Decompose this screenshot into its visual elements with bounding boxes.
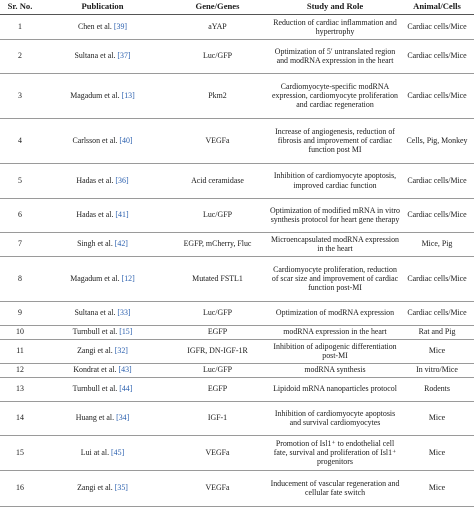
cell-publication (40, 73, 165, 118)
cell-gene-text: EGFP, mCherry, Fluc (183, 239, 252, 249)
cell-sr-no-text: 14 (16, 413, 24, 423)
cell-publication (40, 301, 165, 325)
cell-sr-no (0, 301, 40, 325)
cell-animal (400, 339, 474, 363)
cell-animal (400, 118, 474, 163)
cell-gene (165, 363, 270, 377)
cell-animal (400, 39, 474, 73)
table-row (0, 73, 474, 119)
cell-publication (40, 198, 165, 232)
citation-link[interactable]: [41] (115, 210, 129, 220)
author-name: Singh et al. (77, 239, 113, 249)
cell-animal-text: Cardiac cells/Mice (407, 175, 467, 185)
citation-link[interactable]: [36] (115, 175, 129, 185)
cell-gene-text: EGFP (207, 327, 228, 337)
cell-study-text: Optimization of modRNA expression (275, 308, 395, 318)
citation-link[interactable]: [37] (117, 51, 131, 61)
citation-link[interactable]: [12] (121, 273, 135, 283)
cell-animal-text: Rodents (424, 384, 450, 394)
cell-sr-no-text: 12 (16, 365, 24, 375)
cell-study (270, 73, 400, 118)
cell-animal-text: Cardiac cells/Mice (407, 90, 467, 100)
cell-publication (40, 118, 165, 163)
cell-gene (165, 339, 270, 363)
table-row (0, 363, 474, 378)
cell-study-text: Reduction of cardiac inflammation and hypertrophy (273, 17, 397, 36)
cell-gene (165, 118, 270, 163)
citation-link[interactable]: [33] (117, 308, 131, 318)
cell-animal (400, 363, 474, 377)
cell-gene-text: Luc/GFP (203, 365, 232, 375)
author-name: Lui at al. (80, 447, 110, 457)
cell-publication (40, 339, 165, 363)
cell-sr-no-text: 1 (18, 22, 22, 32)
cell-gene-text: VEGFa (205, 483, 230, 493)
cell-animal-text: In vitro/Mice (416, 365, 458, 375)
author-name: Huang et al. (75, 413, 115, 423)
author-name: Turnbull et al. (72, 384, 118, 394)
table-row (0, 163, 474, 199)
cell-study-text: modRNA expression in the heart (283, 327, 387, 337)
cell-study (270, 339, 400, 363)
cell-gene (165, 435, 270, 470)
cell-gene-text: Mutated FSTL1 (192, 273, 243, 283)
cell-gene (165, 232, 270, 256)
cell-study (270, 301, 400, 325)
cell-study-text: Inhibition of adipogenic differentiation post-MI (273, 341, 397, 360)
cell-animal (400, 377, 474, 401)
cell-study-text: Cardiomyocyte proliferation, reduction of scar size and improvement of cardiac function post-MI (271, 264, 399, 293)
cell-gene (165, 39, 270, 73)
cell-study (270, 39, 400, 73)
cell-publication (40, 232, 165, 256)
cell-study (270, 163, 400, 198)
citation-link[interactable]: [44] (119, 384, 133, 394)
cell-study-text: Promotion of Isl1⁺ to endothelial cell fate, survival and proliferation of Isl1⁺ progenitors (273, 438, 397, 467)
cell-animal-text: Cardiac cells/Mice (407, 210, 467, 220)
cell-study-text: Microencapsulated modRNA expression in the heart (271, 234, 399, 253)
citation-link[interactable]: [40] (119, 135, 133, 145)
cell-study (270, 256, 400, 301)
citation-link[interactable]: [34] (116, 413, 130, 423)
cell-publication (40, 470, 165, 506)
author-name: Magadum et al. (70, 90, 120, 100)
cell-animal (400, 435, 474, 470)
cell-study (270, 198, 400, 232)
cell-animal-text: Mice (428, 346, 446, 356)
cell-gene (165, 198, 270, 232)
cell-sr-no (0, 470, 40, 506)
cell-study-text: Inducement of vascular regeneration and cellular fate switch (270, 478, 400, 497)
cell-gene (165, 377, 270, 401)
cell-gene-text: IGFR, DN-IGF-1R (187, 346, 248, 356)
cell-publication (40, 435, 165, 470)
header-animal: Animal/Cells (413, 1, 461, 11)
author-name: Sultana et al. (74, 308, 116, 318)
cell-sr-no (0, 339, 40, 363)
cell-study (270, 377, 400, 401)
author-name: Chen et al. (77, 22, 112, 32)
cell-gene (165, 256, 270, 301)
cell-animal-text: Cardiac cells/Mice (407, 51, 467, 61)
table-row (0, 15, 474, 40)
cell-animal (400, 15, 474, 39)
cell-study-text: Optimization of 5′ untranslated region and modRNA expression in the heart (274, 46, 396, 65)
cell-sr-no (0, 15, 40, 39)
citation-link[interactable]: [39] (113, 22, 128, 32)
cell-sr-no-text: 8 (18, 273, 22, 283)
header-sr-no: Sr. No. (7, 1, 33, 11)
cell-gene-text: aYAP (208, 22, 227, 32)
cell-study (270, 118, 400, 163)
table-row (0, 401, 474, 436)
cell-study-text: Optimization of modified mRNA in vitro synthesis protocol for heart gene therapy (270, 205, 400, 224)
cell-study (270, 363, 400, 377)
cell-study (270, 401, 400, 435)
cell-publication (40, 39, 165, 73)
cell-gene (165, 401, 270, 435)
cell-animal-text: Rat and Pig (418, 327, 456, 337)
cell-sr-no-text: 10 (16, 327, 24, 337)
cell-sr-no-text: 16 (16, 483, 24, 493)
cell-study-text: modRNA synthesis (304, 365, 366, 375)
cell-animal (400, 198, 474, 232)
author-name: Kondrat et al. (73, 365, 117, 375)
author-name: Hadas et al. (76, 175, 114, 185)
cell-publication (40, 363, 165, 377)
header-publication: Publication (81, 1, 124, 11)
cell-gene (165, 325, 270, 339)
citation-link[interactable]: [13] (121, 90, 135, 100)
table-row (0, 232, 474, 257)
cell-study-text: Cardiomyocyte-specific modRNA expression, cardiomyocyte proliferation and cardiac regeneration (272, 81, 398, 110)
cell-gene-text: Luc/GFP (203, 210, 232, 220)
author-name: Carlsson et al. (72, 135, 118, 145)
author-name: Zangi et al. (77, 483, 113, 493)
cell-gene-text: Pkm2 (208, 90, 227, 100)
cell-gene (165, 163, 270, 198)
cell-sr-no-text: 6 (18, 210, 22, 220)
cell-sr-no (0, 325, 40, 339)
cell-study-text: Inhibition of cardiomyocyte apoptosis and survival cardiomyocytes (274, 408, 396, 427)
cell-sr-no-text: 3 (18, 90, 22, 100)
table-row (0, 470, 474, 507)
cell-sr-no-text: 4 (18, 135, 22, 145)
cell-study-text: Increase of angiogenesis, reduction of fibrosis and improvement of cardiac function post MI (275, 126, 395, 155)
table-header (0, 0, 474, 15)
citation-link[interactable]: [35] (114, 483, 128, 493)
cell-publication (40, 401, 165, 435)
cell-sr-no-text: 11 (16, 346, 24, 356)
cell-study-text: Lipidoid mRNA nanoparticles protocol (273, 384, 397, 394)
cell-study (270, 470, 400, 506)
cell-gene (165, 15, 270, 39)
cell-animal (400, 163, 474, 198)
cell-sr-no (0, 118, 40, 163)
cell-animal (400, 73, 474, 118)
cell-gene-text: Luc/GFP (203, 308, 232, 318)
cell-sr-no (0, 377, 40, 401)
cell-sr-no (0, 163, 40, 198)
citation-link[interactable]: [45] (111, 447, 125, 457)
citation-link[interactable]: [43] (118, 365, 132, 375)
cell-study (270, 325, 400, 339)
cell-animal-text: Cardiac cells/Mice (407, 273, 467, 283)
citation-link[interactable]: [42] (114, 239, 128, 249)
citation-link[interactable]: [15] (119, 327, 133, 337)
cell-sr-no (0, 232, 40, 256)
table-row (0, 256, 474, 302)
cell-animal-text: Cells, Pig, Monkey (406, 135, 468, 145)
cell-study (270, 435, 400, 470)
cell-publication (40, 377, 165, 401)
cell-study (270, 232, 400, 256)
cell-sr-no (0, 363, 40, 377)
cell-gene (165, 470, 270, 506)
cell-gene-text: Luc/GFP (203, 51, 232, 61)
table-row (0, 339, 474, 364)
author-name: Zangi et al. (77, 346, 113, 356)
author-name: Sultana et al. (74, 51, 116, 61)
cell-sr-no (0, 435, 40, 470)
header-gene: Gene/Genes (195, 1, 240, 11)
cell-publication (40, 325, 165, 339)
header-study: Study and Role (306, 1, 364, 11)
table-row (0, 118, 474, 164)
author-name: Turnbull et al. (72, 327, 118, 337)
cell-sr-no (0, 401, 40, 435)
cell-animal-text: Mice (428, 413, 446, 423)
cell-animal (400, 301, 474, 325)
table-row (0, 301, 474, 326)
cell-gene (165, 73, 270, 118)
cell-publication (40, 163, 165, 198)
citation-link[interactable]: [32] (114, 346, 128, 356)
cell-sr-no-text: 5 (18, 175, 22, 185)
cell-animal (400, 470, 474, 506)
cell-animal (400, 401, 474, 435)
cell-sr-no-text: 13 (16, 384, 24, 394)
cell-sr-no (0, 256, 40, 301)
cell-sr-no (0, 39, 40, 73)
cell-animal-text: Cardiac cells/Mice (407, 308, 467, 318)
cell-gene-text: EGFP (207, 384, 228, 394)
cell-animal (400, 325, 474, 339)
table-row (0, 198, 474, 233)
cell-sr-no-text: 2 (18, 51, 22, 61)
author-name: Hadas et al. (76, 210, 114, 220)
cell-animal-text: Mice (428, 447, 446, 457)
cell-sr-no-text: 9 (18, 308, 22, 318)
cell-sr-no-text: 7 (18, 239, 22, 249)
cell-sr-no (0, 73, 40, 118)
table-row (0, 325, 474, 340)
cell-sr-no (0, 198, 40, 232)
cell-publication (40, 256, 165, 301)
cell-animal-text: Mice (428, 483, 446, 493)
cell-animal (400, 256, 474, 301)
cell-study (270, 15, 400, 39)
cell-animal-text: Mice, Pig (421, 239, 453, 249)
cell-study-text: Inhibition of cardiomyocyte apoptosis, improved cardiac function (273, 171, 397, 190)
cell-gene-text: Acid ceramidase (191, 175, 244, 185)
cell-publication (40, 15, 165, 39)
cell-gene-text: VEGFa (205, 447, 230, 457)
cell-animal (400, 232, 474, 256)
cell-gene (165, 301, 270, 325)
cell-gene-text: IGF-1 (207, 413, 228, 423)
cell-sr-no-text: 15 (16, 447, 24, 457)
cell-gene-text: VEGFa (205, 135, 230, 145)
table-row (0, 39, 474, 74)
author-name: Magadum et al. (70, 273, 120, 283)
table-row (0, 435, 474, 471)
table-row (0, 377, 474, 402)
cell-animal-text: Cardiac cells/Mice (407, 22, 467, 32)
